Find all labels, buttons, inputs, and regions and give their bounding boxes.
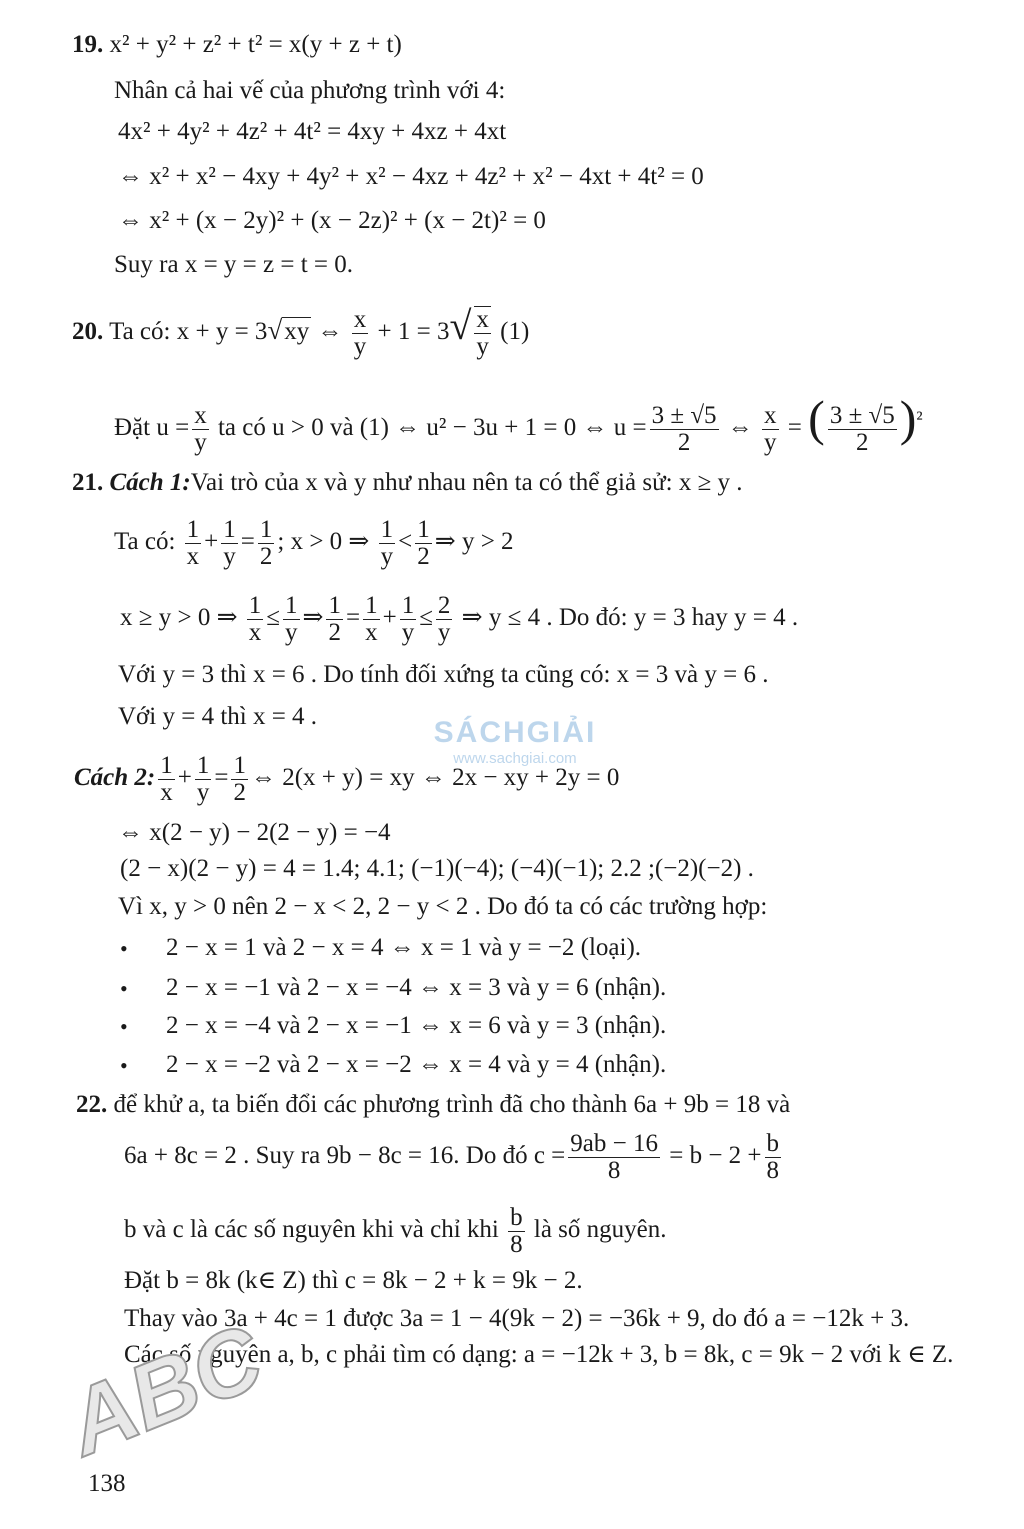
watermark-url: www.sachgiai.com [453, 750, 577, 767]
abc-logo: ABC [53, 1305, 277, 1476]
text-line: Với y = 4 thì x = 4 . [118, 703, 318, 730]
method-label: Cách 2: [74, 764, 156, 791]
text: = [781, 414, 809, 441]
fraction: $\frac{3 \pm √5}{2}$ [651, 401, 717, 456]
equation-line: ⇔ x² + x² − 4xy + 4y² + x² − 4xz + 4z² + x² − 4xt + 4t² = 0 [118, 163, 704, 190]
text-line: b và c là các số nguyên khi và chỉ khi $\frac{b}{8}$ là số nguyên. [124, 1203, 667, 1258]
equation-line: ⇔ x(2 − y) − 2(2 − y) = −4 [118, 819, 391, 846]
bullet: • [120, 936, 128, 961]
page-number: 138 [88, 1470, 126, 1497]
text: Ta có: x + y = 3 [109, 318, 268, 345]
text-line: Suy ra x = y = z = t = 0. [114, 251, 354, 278]
problem-number: 21. [72, 469, 104, 496]
equation-line: ⇔ x² + (x − 2y)² + (x − 2z)² + (x − 2t)² = 0 [118, 207, 546, 234]
problem-21-header [72, 468, 743, 498]
problem-19-header [72, 30, 402, 60]
list-item: 2 − x = −2 và 2 − x = −2 ⇔ x = 4 và y = 4 (nhận). [166, 1051, 667, 1078]
list-item: 2 − x = −1 và 2 − x = −4 ⇔ x = 3 và y = 6 (nhận). [166, 974, 667, 1001]
list-item: 2 − x = 1 và 2 − x = 4 ⇔ x = 1 và y = −2 (loại). [166, 934, 642, 961]
method-label: Cách 1: [109, 469, 191, 496]
equation: x² + y² + z² + t² = x(y + z + t) [109, 31, 402, 58]
bullet: • [120, 976, 128, 1001]
problem-number: 22. [76, 1091, 108, 1118]
text-line: Với y = 3 thì x = 6 . Do tính đối xứng ta cũng có: x = 3 và y = 6 . [118, 661, 769, 688]
text-line: Các số nguyên a, b, c phải tìm có dạng: a = −12k + 3, b = 8k, c = 9k − 2 với k ∈ Z. [124, 1341, 954, 1368]
text-line: Đặt b = 8k (k∈ Z) thì c = 8k − 2 + k = 9k − 2. [124, 1267, 583, 1294]
bullet: • [120, 1014, 128, 1039]
text-line: Thay vào 3a + 4c = 1 được 3a = 1 − 4(9k − 2) = −36k + 9, do đó a = −12k + 3. [124, 1305, 910, 1332]
sachgiai-watermark [410, 716, 620, 767]
problem-20-line2: Đặt u = $\frac{x}{y}$ ta có u > 0 và (1) ⇔ u² − 3u + 1 = 0 ⇔ u = $\frac{3 \pm √5}{2}$ ⇔ $\frac{x}{y}$ = ( $\frac{3 \pm √5}{2}$ )$^{^2}$ [114, 390, 923, 456]
equation-line: 4x² + 4y² + 4z² + 4t² = 4xy + 4xz + 4xt [118, 118, 507, 145]
text-line: Vì x, y > 0 nên 2 − x < 2, 2 − y < 2 . Do đó ta có các trường hợp: [118, 893, 768, 920]
text: ⇔ [311, 318, 349, 345]
text-line: Nhân cả hai vế của phương trình với 4: [114, 77, 506, 104]
text: ta có u > 0 và (1) ⇔ u² − 3u + 1 = 0 ⇔ u = [211, 414, 647, 441]
bullet: • [120, 1053, 128, 1078]
radicand: xy [284, 318, 310, 345]
problem-20-line1: 20. Ta có: x + y = 3√xy ⇔ $\frac{x}{y}$ + 1 = 3√ $\frac{x}{y}$ (1) [72, 303, 530, 361]
fraction: $\frac{3 \pm √5}{2}$ [829, 401, 895, 456]
text: (1) [500, 318, 530, 345]
equation-line: Ta có: $\frac{1}{x}$ + $\frac{1}{y}$ = $\frac{1}{2}$ ; x > 0 ⇒ $\frac{1}{y}$ < $\frac{1}{2}$ ⇒ y > 2 [114, 515, 514, 570]
text: + 1 = 3 [371, 318, 450, 345]
text: Đặt u = [114, 414, 190, 441]
problem-number: 19. [72, 31, 104, 58]
fraction: $\frac{x}{y}$ [353, 305, 367, 360]
equation-line: 6a + 8c = 2 . Suy ra 9b − 8c = 16. Do đó c = $\frac{9ab - 16}{8}$ = b − 2 + $\frac{b}{8}$ [124, 1129, 780, 1184]
text: Vai trò của x và y như nhau nên ta có thể giả sử: x ≥ y . [190, 469, 743, 496]
fraction: $\frac{x}{y}$ [476, 306, 489, 361]
fraction: $\frac{x}{y}$ [764, 401, 777, 456]
exponent: ² [916, 406, 923, 431]
list-item: 2 − x = −4 và 2 − x = −1 ⇔ x = 6 và y = 3 (nhận). [166, 1012, 667, 1039]
watermark-logo: SÁCHGIẢI [433, 716, 597, 749]
equation-line: x ≥ y > 0 ⇒ $\frac{1}{x}$ ≤ $\frac{1}{y}$ ⇒ $\frac{1}{2}$ = $\frac{1}{x}$ + $\frac{1}{y}$ ≤ $\frac{2}{y}$ ⇒ y ≤ 4 . Do đó: y = 3 hay y = 4 . [120, 591, 799, 646]
fraction: $\frac{x}{y}$ [194, 401, 207, 456]
problem-22-header [76, 1090, 790, 1120]
method-2-line: Cách 2: $\frac{1}{x}$ + $\frac{1}{y}$ = $\frac{1}{2}$ ⇔ 2(x + y) = xy ⇔ 2x − xy + 2y = 0 [74, 751, 620, 806]
text: ⇔ [721, 414, 760, 441]
equation-line: (2 − x)(2 − y) = 4 = 1.4; 4.1; (−1)(−4); (−4)(−1); 2.2 ;(−2)(−2) . [120, 855, 754, 882]
text: để khử a, ta biến đổi các phương trình đã cho thành 6a + 9b = 18 và [113, 1091, 791, 1118]
problem-number: 20. [72, 318, 104, 345]
